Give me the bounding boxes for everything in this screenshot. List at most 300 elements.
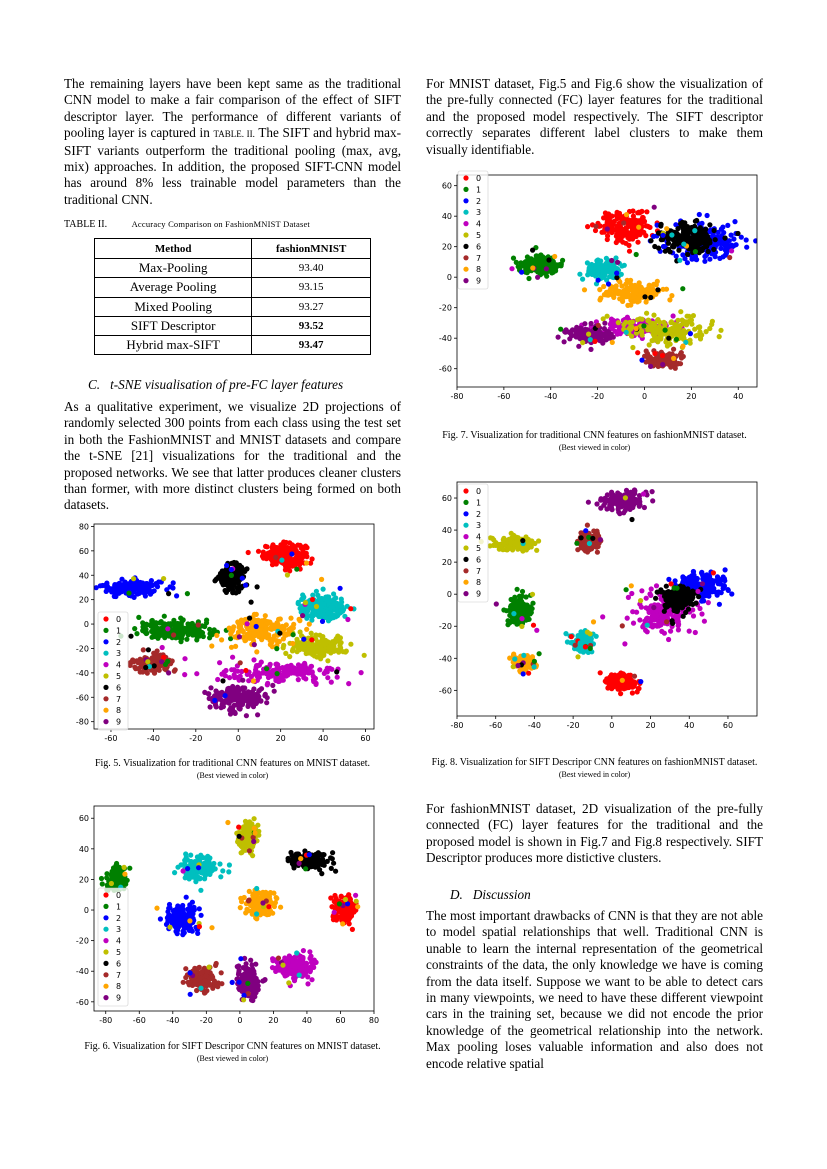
legend-label: 6 bbox=[116, 959, 122, 969]
point bbox=[188, 926, 193, 931]
point bbox=[230, 579, 235, 584]
point bbox=[205, 854, 210, 859]
point bbox=[188, 992, 193, 997]
point bbox=[297, 957, 302, 962]
point bbox=[282, 667, 287, 672]
point bbox=[219, 637, 224, 642]
point bbox=[220, 868, 225, 873]
point bbox=[616, 231, 621, 236]
point bbox=[511, 256, 516, 261]
point bbox=[244, 566, 249, 571]
point bbox=[685, 252, 690, 257]
point bbox=[709, 322, 714, 327]
right-intro-paragraph: For MNIST dataset, Fig.5 and Fig.6 show the visualization of the pre-fully connected (FC) layer features for the traditional and the proposed model respectively. The SIFT descriptor correctly separates different label clusters to make them visually identifiable. bbox=[426, 76, 763, 157]
point bbox=[635, 210, 640, 215]
point bbox=[287, 654, 292, 659]
point bbox=[300, 965, 305, 970]
point bbox=[307, 949, 312, 954]
cluster-4 bbox=[270, 948, 319, 988]
point bbox=[605, 233, 610, 238]
y-tick-label: 60 bbox=[78, 546, 89, 556]
point bbox=[661, 320, 666, 325]
legend-label: 8 bbox=[116, 982, 122, 992]
point bbox=[260, 900, 265, 905]
x-tick-label: 20 bbox=[268, 1016, 279, 1025]
point bbox=[199, 969, 204, 974]
point bbox=[639, 229, 644, 234]
point bbox=[204, 620, 209, 625]
legend-marker bbox=[103, 685, 108, 690]
point bbox=[753, 238, 758, 243]
point bbox=[272, 689, 277, 694]
point bbox=[143, 593, 148, 598]
point bbox=[313, 682, 318, 687]
point bbox=[655, 326, 660, 331]
point bbox=[655, 318, 660, 323]
point bbox=[354, 899, 359, 904]
point bbox=[248, 958, 253, 963]
point bbox=[247, 848, 252, 853]
point bbox=[138, 669, 143, 674]
point bbox=[166, 914, 171, 919]
point bbox=[206, 691, 211, 696]
point bbox=[255, 584, 260, 589]
point bbox=[249, 974, 254, 979]
point bbox=[678, 352, 683, 357]
legend-label: 3 bbox=[116, 649, 122, 659]
point bbox=[285, 572, 290, 577]
point bbox=[667, 327, 672, 332]
point bbox=[244, 696, 249, 701]
point bbox=[209, 643, 214, 648]
point bbox=[179, 922, 184, 927]
point bbox=[713, 254, 718, 259]
point bbox=[286, 980, 291, 985]
legend-marker bbox=[103, 927, 108, 932]
point bbox=[174, 593, 179, 598]
point bbox=[241, 965, 246, 970]
point bbox=[340, 921, 345, 926]
point bbox=[705, 213, 710, 218]
legend bbox=[98, 888, 128, 1006]
point bbox=[346, 681, 351, 686]
point bbox=[337, 901, 342, 906]
point bbox=[154, 906, 159, 911]
point bbox=[275, 549, 280, 554]
point bbox=[297, 973, 302, 978]
point bbox=[152, 671, 157, 676]
legend-marker bbox=[103, 639, 108, 644]
point bbox=[609, 224, 614, 229]
point bbox=[277, 679, 282, 684]
point bbox=[160, 645, 165, 650]
point bbox=[314, 604, 319, 609]
point bbox=[289, 964, 294, 969]
point bbox=[244, 713, 249, 718]
point bbox=[309, 977, 314, 982]
point bbox=[245, 826, 250, 831]
point bbox=[150, 589, 155, 594]
point bbox=[256, 549, 261, 554]
point bbox=[693, 219, 698, 224]
point bbox=[314, 589, 319, 594]
point bbox=[245, 626, 250, 631]
point bbox=[362, 653, 367, 658]
point bbox=[643, 233, 648, 238]
point bbox=[289, 551, 294, 556]
point bbox=[254, 911, 259, 916]
point bbox=[145, 659, 150, 664]
point bbox=[242, 685, 247, 690]
point bbox=[295, 644, 300, 649]
point bbox=[259, 686, 264, 691]
point bbox=[308, 967, 313, 972]
point bbox=[99, 876, 104, 881]
point bbox=[254, 624, 259, 629]
point bbox=[343, 917, 348, 922]
point bbox=[176, 905, 181, 910]
point bbox=[339, 640, 344, 645]
point bbox=[332, 640, 337, 645]
point bbox=[349, 905, 354, 910]
point bbox=[210, 975, 215, 980]
legend-label: 2 bbox=[116, 913, 122, 923]
point bbox=[183, 851, 188, 856]
point bbox=[286, 559, 291, 564]
point bbox=[348, 642, 353, 647]
point bbox=[702, 259, 707, 264]
point bbox=[275, 662, 280, 667]
cluster-6 bbox=[286, 848, 339, 876]
point bbox=[263, 544, 268, 549]
point bbox=[197, 975, 202, 980]
point bbox=[86, 580, 91, 585]
point bbox=[244, 831, 249, 836]
point bbox=[254, 886, 259, 891]
legend-marker bbox=[103, 696, 108, 701]
point bbox=[255, 712, 260, 717]
point bbox=[207, 965, 212, 970]
point bbox=[246, 898, 251, 903]
cluster-8 bbox=[238, 888, 284, 922]
point bbox=[273, 900, 278, 905]
x-tick-label: 40 bbox=[301, 1016, 313, 1025]
point bbox=[133, 666, 138, 671]
point bbox=[188, 859, 193, 864]
point bbox=[171, 916, 176, 921]
point bbox=[265, 682, 270, 687]
point bbox=[122, 865, 127, 870]
point bbox=[287, 953, 292, 958]
point bbox=[197, 906, 202, 911]
point bbox=[270, 683, 275, 688]
point bbox=[230, 627, 235, 632]
point bbox=[560, 258, 565, 263]
point bbox=[251, 657, 256, 662]
legend-label: 3 bbox=[116, 925, 122, 935]
x-tick-label: 40 bbox=[317, 734, 329, 743]
point bbox=[161, 633, 166, 638]
point bbox=[334, 669, 339, 674]
table-row: Average Pooling 93.15 bbox=[95, 278, 371, 297]
point bbox=[227, 675, 232, 680]
point bbox=[616, 222, 621, 227]
point bbox=[343, 897, 348, 902]
point bbox=[181, 980, 186, 985]
point bbox=[264, 625, 269, 630]
point bbox=[157, 620, 162, 625]
legend-marker bbox=[103, 628, 108, 633]
point bbox=[252, 642, 257, 647]
legend-label: 7 bbox=[116, 970, 122, 980]
point bbox=[270, 965, 275, 970]
accuracy-table bbox=[94, 238, 371, 355]
point bbox=[619, 283, 624, 288]
point bbox=[145, 581, 150, 586]
point bbox=[213, 688, 218, 693]
point bbox=[321, 860, 326, 865]
point bbox=[254, 663, 259, 668]
point bbox=[329, 605, 334, 610]
point bbox=[277, 631, 282, 636]
point bbox=[309, 605, 314, 610]
point bbox=[230, 705, 235, 710]
point bbox=[254, 649, 259, 654]
point bbox=[604, 263, 609, 268]
point bbox=[251, 839, 256, 844]
point bbox=[735, 231, 740, 236]
point bbox=[219, 705, 224, 710]
point bbox=[188, 853, 193, 858]
point bbox=[243, 819, 248, 824]
point bbox=[648, 325, 653, 330]
point bbox=[296, 662, 301, 667]
point bbox=[194, 637, 199, 642]
point bbox=[525, 254, 530, 259]
point bbox=[322, 640, 327, 645]
point bbox=[257, 675, 262, 680]
point bbox=[671, 347, 676, 352]
point bbox=[536, 270, 541, 275]
point bbox=[198, 986, 203, 991]
point bbox=[305, 981, 310, 986]
point bbox=[328, 616, 333, 621]
point bbox=[250, 967, 255, 972]
point bbox=[208, 704, 213, 709]
point bbox=[668, 320, 673, 325]
point bbox=[623, 241, 628, 246]
point bbox=[544, 274, 549, 279]
point bbox=[609, 230, 614, 235]
point bbox=[303, 676, 308, 681]
point bbox=[274, 646, 279, 651]
point bbox=[162, 614, 167, 619]
point bbox=[261, 552, 266, 557]
point bbox=[713, 237, 718, 242]
x-tick-label: 0 bbox=[237, 1016, 243, 1025]
point bbox=[615, 237, 620, 242]
cluster-9 bbox=[234, 956, 267, 1003]
point bbox=[255, 979, 260, 984]
point bbox=[644, 311, 649, 316]
point bbox=[647, 342, 652, 347]
point bbox=[294, 950, 299, 955]
point bbox=[591, 270, 596, 275]
y-tick-label: -80 bbox=[75, 717, 89, 727]
point bbox=[656, 246, 661, 251]
point bbox=[648, 238, 653, 243]
point bbox=[291, 865, 296, 870]
point bbox=[342, 912, 347, 917]
point bbox=[551, 270, 556, 275]
fig6-caption: Fig. 6. Visualization for SIFT Descripor CNN features on MNIST dataset. (Best viewed in color) bbox=[84, 1041, 381, 1063]
point bbox=[711, 247, 716, 252]
point bbox=[141, 647, 146, 652]
point bbox=[109, 881, 114, 886]
point bbox=[226, 869, 231, 874]
point bbox=[236, 825, 241, 830]
point bbox=[276, 617, 281, 622]
point bbox=[232, 561, 237, 566]
point bbox=[218, 571, 223, 576]
point bbox=[620, 263, 625, 268]
point bbox=[171, 632, 176, 637]
point bbox=[273, 555, 278, 560]
point bbox=[300, 613, 305, 618]
point bbox=[214, 961, 219, 966]
point bbox=[686, 319, 691, 324]
point bbox=[158, 916, 163, 921]
point bbox=[663, 249, 668, 254]
point bbox=[644, 348, 649, 353]
point bbox=[144, 631, 149, 636]
point bbox=[317, 867, 322, 872]
point bbox=[166, 670, 171, 675]
point bbox=[333, 916, 338, 921]
y-tick-label: -20 bbox=[75, 936, 89, 946]
point bbox=[254, 612, 259, 617]
legend-marker bbox=[103, 904, 108, 909]
intro-paragraph: The remaining layers have been kept same as the traditional CNN model to make a fair comparison of the effect of SIFT descriptor layer. The performance of different variants of pooling layer is captured in TABLE. II. The SIFT and hybrid max-SIFT variants outperform the traditional pooling (max, avg, mix) approaches. In addition, the proposed SIFT-CNN model has around 8% less trainable model parameters than the traditional CNN. bbox=[64, 76, 401, 207]
legend-marker bbox=[103, 938, 108, 943]
point bbox=[536, 258, 541, 263]
point bbox=[259, 630, 264, 635]
legend-marker bbox=[103, 616, 108, 621]
point bbox=[215, 984, 220, 989]
point bbox=[702, 228, 707, 233]
point bbox=[514, 260, 519, 265]
point bbox=[104, 875, 109, 880]
point bbox=[202, 869, 207, 874]
point bbox=[212, 578, 217, 583]
section-c-heading: C. t-SNE visualisation of pre-FC layer features bbox=[88, 377, 344, 392]
x-tick-label: 60 bbox=[360, 734, 371, 743]
point bbox=[691, 313, 696, 318]
point bbox=[112, 594, 117, 599]
point bbox=[298, 856, 303, 861]
point bbox=[296, 671, 301, 676]
point bbox=[707, 240, 712, 245]
point bbox=[640, 317, 645, 322]
point bbox=[319, 577, 324, 582]
point bbox=[682, 220, 687, 225]
legend-label: 2 bbox=[116, 637, 122, 647]
points-layer bbox=[509, 205, 758, 371]
point bbox=[182, 672, 187, 677]
point bbox=[215, 677, 220, 682]
point bbox=[264, 666, 269, 671]
point bbox=[185, 866, 190, 871]
point bbox=[278, 905, 283, 910]
point bbox=[208, 685, 213, 690]
point bbox=[177, 625, 182, 630]
point bbox=[104, 581, 109, 586]
point bbox=[635, 317, 640, 322]
point bbox=[239, 627, 244, 632]
point bbox=[193, 627, 198, 632]
point bbox=[653, 332, 658, 337]
point bbox=[127, 866, 132, 871]
point bbox=[536, 263, 541, 268]
point bbox=[281, 645, 286, 650]
x-tick-label: 0 bbox=[235, 734, 241, 743]
point bbox=[131, 576, 136, 581]
point bbox=[142, 589, 147, 594]
legend-label: 5 bbox=[116, 672, 122, 681]
x-tick-label: 20 bbox=[275, 734, 286, 743]
point bbox=[249, 622, 254, 627]
point bbox=[236, 697, 241, 702]
point bbox=[254, 699, 259, 704]
point bbox=[723, 243, 728, 248]
point bbox=[577, 272, 582, 277]
point bbox=[251, 678, 256, 683]
point bbox=[175, 931, 180, 936]
point bbox=[194, 979, 199, 984]
point bbox=[310, 613, 315, 618]
point bbox=[281, 673, 286, 678]
point bbox=[633, 217, 638, 222]
point bbox=[606, 215, 611, 220]
point bbox=[681, 332, 686, 337]
table-row: Max-Pooling 93.40 bbox=[95, 259, 371, 278]
point bbox=[307, 956, 312, 961]
point bbox=[140, 583, 145, 588]
point bbox=[223, 588, 228, 593]
fig5-caption: Fig. 5. Visualization for traditional CNN features on MNIST dataset. (Best viewed in color) bbox=[94, 758, 371, 780]
point bbox=[227, 862, 232, 867]
point bbox=[251, 630, 256, 635]
point bbox=[329, 680, 334, 685]
point bbox=[235, 619, 240, 624]
point bbox=[687, 235, 692, 240]
point bbox=[294, 558, 299, 563]
legend-label: 1 bbox=[116, 902, 122, 912]
point bbox=[330, 856, 335, 861]
point bbox=[165, 909, 170, 914]
point bbox=[187, 918, 192, 923]
point bbox=[179, 629, 184, 634]
point bbox=[268, 550, 273, 555]
point bbox=[238, 905, 243, 910]
point bbox=[117, 581, 122, 586]
point bbox=[285, 545, 290, 550]
y-tick-label: -60 bbox=[75, 693, 89, 703]
point bbox=[264, 893, 269, 898]
x-tick-label: -60 bbox=[104, 734, 118, 743]
point bbox=[676, 248, 681, 253]
point bbox=[303, 600, 308, 605]
